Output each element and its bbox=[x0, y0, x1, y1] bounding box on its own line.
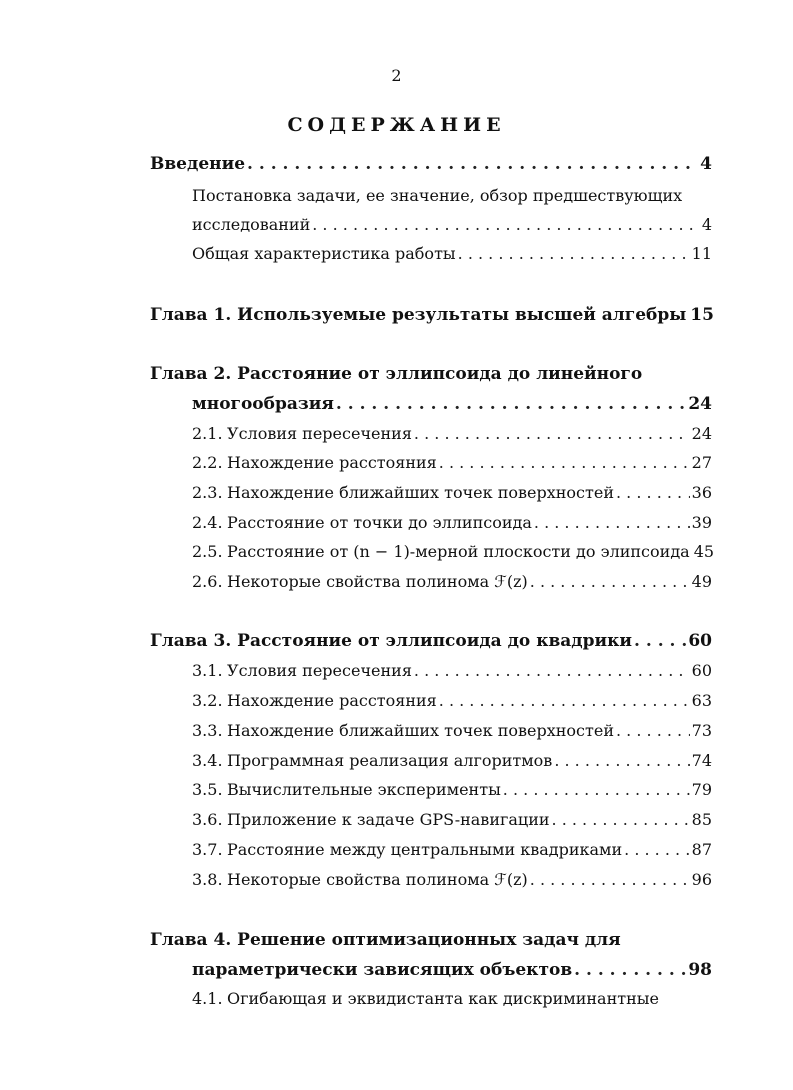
section-number: 3.6. bbox=[192, 810, 223, 829]
leader-dots bbox=[414, 661, 690, 681]
leader-dots bbox=[414, 424, 690, 444]
section-number: 3.4. bbox=[192, 751, 223, 770]
leader-dots bbox=[616, 483, 690, 503]
leader-dots bbox=[534, 513, 690, 533]
leader-dots bbox=[336, 394, 686, 414]
section-number: 2.1. bbox=[192, 424, 223, 443]
leader-dots bbox=[616, 721, 690, 741]
section-number: 3.8. bbox=[192, 870, 223, 889]
toc-entry-intro-problem[interactable] bbox=[192, 215, 712, 235]
toc-entry-chapter-3[interactable] bbox=[150, 631, 712, 651]
section-title: Огибающая и эквидистанта как дискриминантные bbox=[227, 989, 659, 1008]
toc-entry-intro-problem-line1[interactable]: Постановка задачи, ее значение, обзор предшествующих bbox=[192, 186, 683, 205]
chapter-prefix: Глава 2. bbox=[150, 364, 232, 384]
leader-dots bbox=[458, 244, 690, 264]
toc-entry-page: 4 bbox=[701, 215, 712, 234]
toc-entry-section-3-4[interactable] bbox=[192, 751, 712, 771]
toc-entry-chapter-4[interactable] bbox=[192, 960, 712, 980]
leader-dots bbox=[634, 631, 686, 651]
toc-entry-page: 79 bbox=[691, 780, 712, 799]
section-number: 3.5. bbox=[192, 780, 223, 799]
toc-entry-section-3-6[interactable] bbox=[192, 810, 712, 830]
chapter-title-cont: многообразия bbox=[192, 394, 334, 414]
leader-dots bbox=[503, 780, 690, 800]
section-title: Нахождение ближайших точек поверхностей bbox=[227, 721, 614, 740]
toc-entry-section-2-3[interactable] bbox=[192, 483, 712, 503]
chapter-title: Расстояние от эллипсоида до квадрики bbox=[237, 631, 633, 651]
section-title: Нахождение расстояния bbox=[227, 453, 437, 472]
leader-dots bbox=[552, 810, 690, 830]
chapter-title: Расстояние от эллипсоида до линейного bbox=[237, 364, 643, 384]
section-number: 3.7. bbox=[192, 840, 223, 859]
toc-entry-page: 60 bbox=[688, 631, 712, 651]
section-title: Нахождение расстояния bbox=[227, 691, 437, 710]
toc-entry-section-2-4[interactable] bbox=[192, 513, 712, 533]
toc-entry-page: 11 bbox=[691, 244, 712, 263]
toc-entry-section-3-2[interactable] bbox=[192, 691, 712, 711]
section-number: 3.1. bbox=[192, 661, 223, 680]
toc-entry-section-3-7[interactable] bbox=[192, 840, 712, 860]
section-title: Вычислительные эксперименты bbox=[227, 780, 501, 799]
toc-entry-chapter-2[interactable] bbox=[192, 394, 712, 414]
leader-dots bbox=[247, 154, 698, 174]
section-number: 3.3. bbox=[192, 721, 223, 740]
toc-entry-chapter-4-line1[interactable] bbox=[150, 930, 621, 950]
toc-entry-section-3-1[interactable] bbox=[192, 661, 712, 681]
toc-entry-title: Введение bbox=[150, 154, 246, 174]
toc-entry-section-2-5[interactable] bbox=[192, 542, 715, 562]
toc-entry-section-3-8[interactable] bbox=[192, 870, 712, 890]
toc-entry-section-4-1[interactable] bbox=[192, 989, 659, 1009]
toc-entry-section-2-1[interactable] bbox=[192, 424, 712, 444]
leader-dots bbox=[530, 572, 690, 592]
chapter-title-cont: параметрически зависящих объектов bbox=[192, 960, 573, 980]
toc-entry-page: 49 bbox=[691, 572, 712, 591]
leader-dots bbox=[439, 691, 690, 711]
toc-entry-page: 45 bbox=[693, 542, 715, 561]
leader-dots bbox=[554, 751, 689, 771]
leader-dots bbox=[312, 215, 700, 235]
toc-entry-chapter-2-line1[interactable] bbox=[150, 364, 642, 384]
toc-entry-section-3-3[interactable] bbox=[192, 721, 712, 741]
toc-entry-page: 63 bbox=[691, 691, 712, 710]
toc-entry-page: 15 bbox=[690, 305, 714, 325]
toc-entry-title: Общая характеристика работы bbox=[192, 244, 456, 263]
section-number: 3.2. bbox=[192, 691, 223, 710]
chapter-title: Используемые результаты высшей алгебры bbox=[237, 305, 687, 325]
chapter-prefix: Глава 1. bbox=[150, 305, 232, 325]
chapter-prefix: Глава 4. bbox=[150, 930, 232, 950]
section-title: Нахождение ближайших точек поверхностей bbox=[227, 483, 614, 502]
toc-entry-page: 87 bbox=[691, 840, 712, 859]
section-title: Расстояние от (n − 1)-мерной плоскости до элипсоида bbox=[227, 542, 690, 561]
toc-entry-page: 96 bbox=[691, 870, 712, 889]
toc-entry-section-2-2[interactable] bbox=[192, 453, 712, 473]
leader-dots bbox=[530, 870, 690, 890]
section-number: 2.5. bbox=[192, 542, 223, 561]
section-title: Расстояние от точки до эллипсоида bbox=[227, 513, 532, 532]
section-number: 2.2. bbox=[192, 453, 223, 472]
page-number: 2 bbox=[391, 66, 402, 85]
toc-entry-page: 24 bbox=[691, 424, 712, 443]
section-title: Программная реализация алгоритмов bbox=[227, 751, 553, 770]
toc-entry-section-2-6[interactable] bbox=[192, 572, 712, 592]
toc-entry-title: исследований bbox=[192, 215, 311, 234]
leader-dots bbox=[574, 960, 686, 980]
toc-entry-chapter-1[interactable] bbox=[150, 305, 712, 325]
chapter-prefix: Глава 3. bbox=[150, 631, 232, 651]
section-title: Приложение к задаче GPS-навигации bbox=[227, 810, 550, 829]
toc-entry-page: 60 bbox=[691, 661, 712, 680]
toc-entry-intro-overview[interactable] bbox=[192, 244, 712, 264]
toc-entry-page: 27 bbox=[691, 453, 712, 472]
toc-entry-page: 73 bbox=[691, 721, 712, 740]
section-number: 2.6. bbox=[192, 572, 223, 591]
toc-entry-section-3-5[interactable] bbox=[192, 780, 712, 800]
toc-entry-page: 98 bbox=[688, 960, 712, 980]
section-number: 4.1. bbox=[192, 989, 223, 1008]
toc-entry-page: 39 bbox=[691, 513, 712, 532]
leader-dots bbox=[624, 840, 689, 860]
toc-entry-intro[interactable] bbox=[150, 154, 712, 174]
section-title: Некоторые свойства полинома ℱ(z) bbox=[227, 870, 528, 889]
section-title: Условия пересечения bbox=[227, 661, 412, 680]
section-number: 2.4. bbox=[192, 513, 223, 532]
toc-entry-page: 85 bbox=[691, 810, 712, 829]
section-title: Расстояние между центральными квадриками bbox=[227, 840, 623, 859]
toc-entry-page: 24 bbox=[688, 394, 712, 414]
toc-heading: СОДЕРЖАНИЕ bbox=[287, 114, 506, 136]
chapter-title: Решение оптимизационных задач для bbox=[237, 930, 621, 950]
leader-dots bbox=[439, 453, 690, 473]
section-number: 2.3. bbox=[192, 483, 223, 502]
toc-entry-page: 36 bbox=[691, 483, 712, 502]
section-title: Некоторые свойства полинома ℱ(z) bbox=[227, 572, 528, 591]
toc-entry-page: 74 bbox=[691, 751, 712, 770]
section-title: Условия пересечения bbox=[227, 424, 412, 443]
toc-entry-page: 4 bbox=[700, 154, 712, 174]
